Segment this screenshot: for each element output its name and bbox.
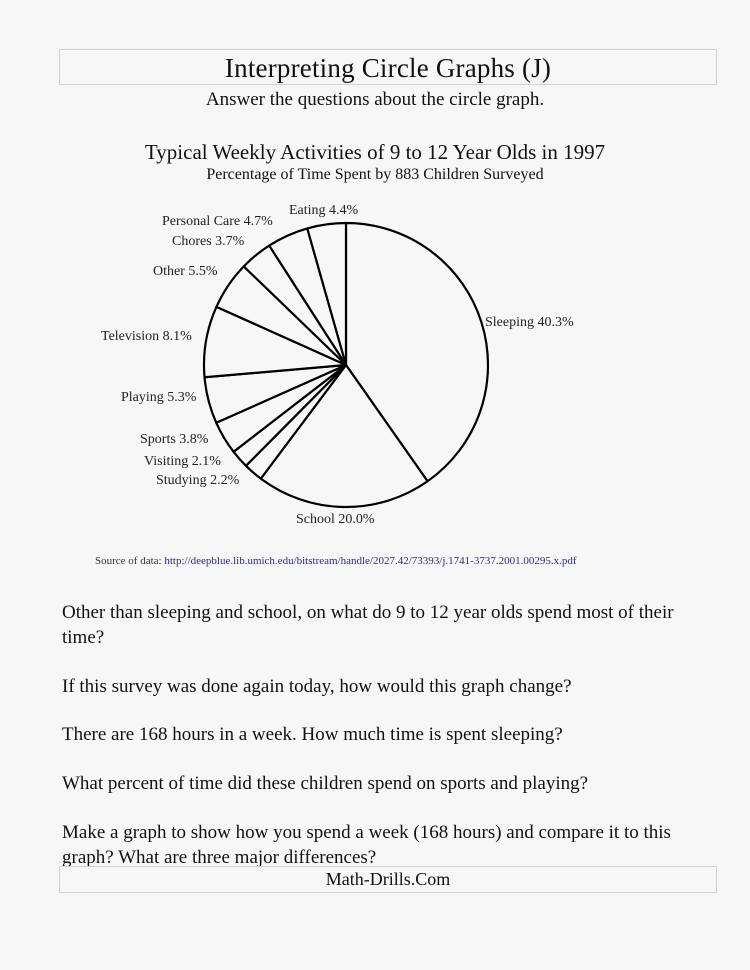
label-sleeping: Sleeping 40.3% — [485, 315, 574, 330]
question-2: If this survey was done again today, how would this graph change? — [62, 676, 572, 697]
question-3: There are 168 hours in a week. How much time is spent sleeping? — [62, 724, 563, 745]
label-playing: Playing 5.3% — [121, 390, 197, 405]
source-label: Source of data: — [95, 555, 162, 567]
source-line — [95, 555, 576, 567]
worksheet-title: Interpreting Circle Graphs (J) — [59, 49, 717, 85]
label-chores: Chores 3.7% — [172, 234, 245, 249]
label-other: Other 5.5% — [153, 264, 218, 279]
label-sports: Sports 3.8% — [140, 432, 209, 447]
instructions: Answer the questions about the circle graph. — [205, 89, 545, 110]
label-visiting: Visiting 2.1% — [144, 454, 221, 469]
question-4: What percent of time did these children spend on sports and playing? — [62, 773, 589, 794]
label-personal-care: Personal Care 4.7% — [162, 214, 273, 229]
label-school: School 20.0% — [296, 512, 375, 527]
source-link[interactable]: http://deepblue.lib.umich.edu/bitstream/handle/2027.42/73393/j.1741-3737.2001.00295.x.pdf — [164, 555, 577, 567]
chart-subtitle: Percentage of Time Spent by 883 Children Surveyed — [206, 166, 544, 183]
chart-title: Typical Weekly Activities of 9 to 12 Year Olds in 1997 — [144, 140, 606, 164]
footer-brand: Math-Drills.Com — [59, 866, 717, 893]
label-studying: Studying 2.2% — [156, 473, 240, 488]
label-eating: Eating 4.4% — [289, 203, 359, 218]
question-5: Make a graph to show how you spend a week (168 hours) and compare it to this graph? What are three major differences? — [62, 822, 671, 868]
question-1: Other than sleeping and school, on what do 9 to 12 year olds spend most of their time? — [62, 602, 674, 648]
label-television: Television 8.1% — [101, 329, 192, 344]
